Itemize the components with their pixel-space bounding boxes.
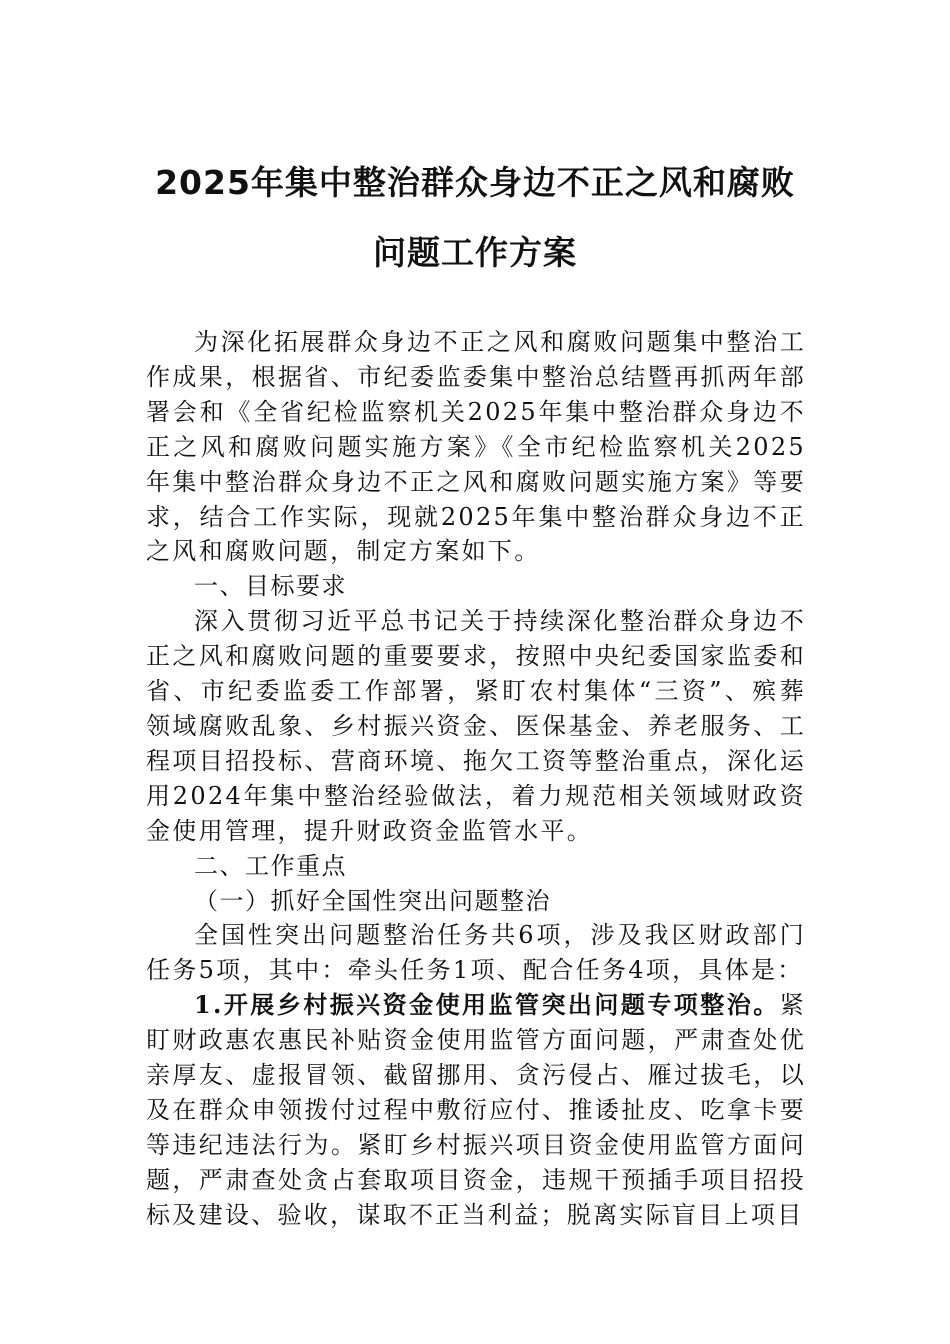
document-title-line-2: 问题工作方案 xyxy=(373,233,577,272)
intro-paragraph: 为深化拓展群众身边不正之风和腐败问题集中整治工作成果，根据省、市纪委监委集中整治总结暨再抓两年部署会和《全省纪检监察机关2025年集中整治群众身边不正之风和腐败问题实施方案》《全市纪检监察机关2025年集中整治群众身边不正之风和腐败问题实施方案》等要求，结合工作实际，现就2025年集中整治群众身边不正之风和腐败问题，制定方案如下。 xyxy=(146,328,806,566)
item-1-lead: 1.开展乡村振兴资金使用监管突出问题专项整治。 xyxy=(194,990,780,1020)
section-1-paragraph: 深入贯彻习近平总书记关于持续深化整治群众身边不正之风和腐败问题的重要要求，按照中央纪委国家监委和省、市纪委监委工作部署，紧盯农村集体“三资”、殡葬领域腐败乱象、乡村振兴资金、医保基金、养老服务、工程项目招投标、营商环境、拖欠工资等整治重点，深化运用2024年集中整治经验做法，着力规范相关领域财政资金使用管理，提升财政资金监管水平。 xyxy=(146,607,806,845)
section-2-heading: 二、工作重点 xyxy=(194,851,347,880)
item-1-body: 紧盯财政惠农惠民补贴资金使用监管方面问题，严肃查处优亲厚友、虚报冒领、截留挪用、贪污侵占、雁过拔毛，以及在群众申领拨付过程中敷衍应付、推诿扯皮、吃拿卡要等违纪违法行为。紧盯乡村振兴项目资金使用监管方面问题，严肃查处贪占套取项目资金，违规干预插手项目招投标及建设、验收，谋取不正当利益；脱离实际盲目上项目 xyxy=(146,991,806,1229)
subsection-1-heading: （一）抓好全国性突出问题整治 xyxy=(194,886,551,915)
item-1-paragraph xyxy=(146,988,806,1232)
subsection-1-paragraph: 全国性突出问题整治任务共6项，涉及我区财政部门任务5项，其中：牵头任务1项、配合任务4项，具体是： xyxy=(146,921,806,985)
section-1-heading: 一、目标要求 xyxy=(194,572,347,601)
document-body xyxy=(146,325,806,1233)
document-title-line-1: 2025年集中整治群众身边不正之风和腐败 xyxy=(155,163,795,202)
